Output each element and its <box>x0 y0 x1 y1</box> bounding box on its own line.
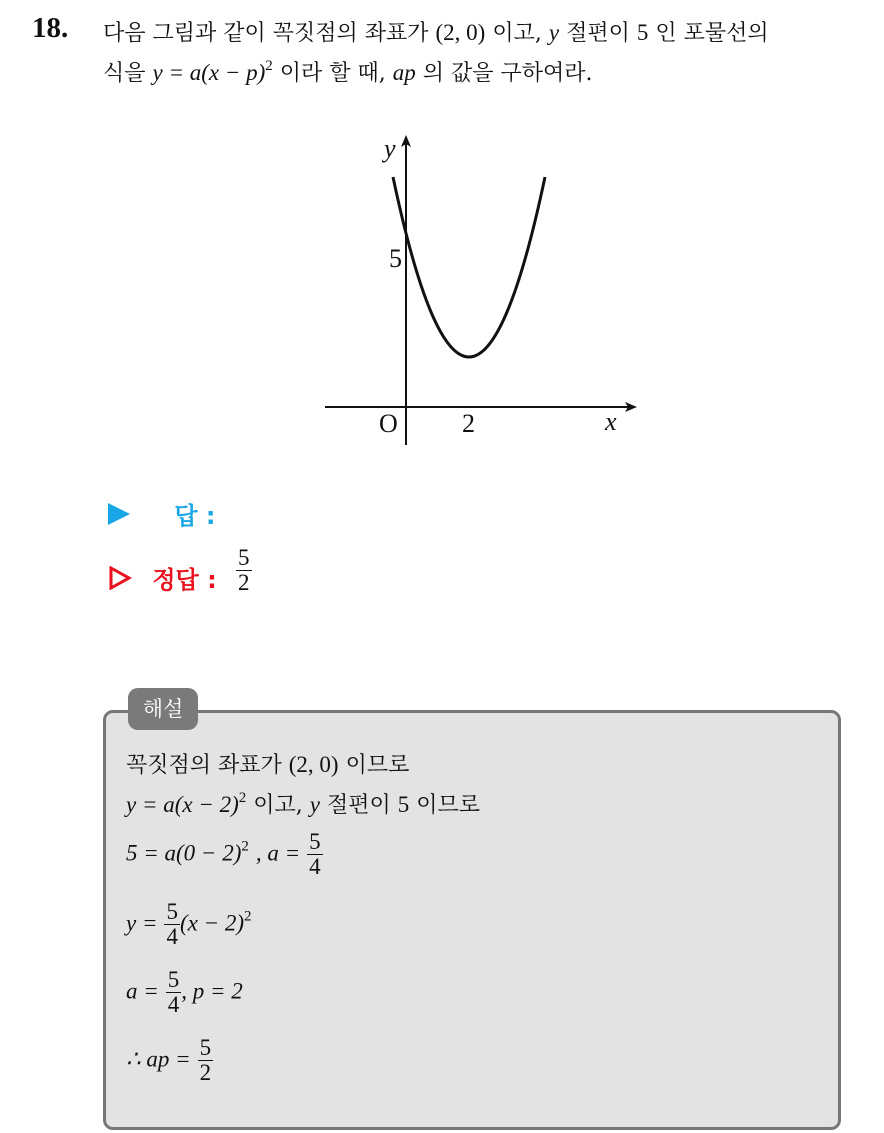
fraction-denominator: 2 <box>238 570 250 596</box>
x-axis-label: x <box>605 407 617 436</box>
fraction-numerator: 5 <box>166 899 178 924</box>
vertex-label: 2 <box>462 409 475 438</box>
question-text: 의 값을 구하여라. <box>422 61 593 86</box>
formula: , p = 2 <box>181 978 243 1004</box>
exponent: 2 <box>241 838 249 855</box>
fraction <box>198 1036 214 1085</box>
solution-text: 이므로 <box>416 793 481 818</box>
question-line-2 <box>103 56 593 87</box>
correct-answer-value <box>236 546 252 595</box>
fraction-numerator: 5 <box>238 545 250 570</box>
vertex-point: (2, 0) <box>435 20 486 45</box>
formula: y = a(x − p) <box>152 60 266 85</box>
solution-text: 이므로 <box>345 753 410 778</box>
fraction-numerator: 5 <box>167 967 180 992</box>
question-line-1 <box>103 16 769 47</box>
exponent: 2 <box>238 790 247 806</box>
question-text: 이고, <box>492 21 542 46</box>
solution-line-3 <box>126 830 323 879</box>
solution-line-4 <box>126 900 252 949</box>
solution-text: 절편이 <box>327 793 391 818</box>
formula: ∴ ap = <box>126 1046 191 1072</box>
formula: 5 = a(0 − 2) <box>126 840 242 866</box>
math-var: y <box>309 792 320 817</box>
question-text: 절편이 <box>566 21 630 46</box>
fraction-denominator: 4 <box>167 992 180 1018</box>
fraction-numerator: 5 <box>199 1035 212 1060</box>
math-var: ap <box>392 60 416 85</box>
fraction-numerator: 5 <box>309 829 321 854</box>
formula: y = <box>126 910 158 936</box>
play-arrow-icon <box>108 503 130 525</box>
correct-answer-row <box>108 560 217 595</box>
fraction-denominator: 2 <box>199 1060 212 1086</box>
solution-line-6 <box>126 1036 213 1085</box>
formula: a = <box>126 978 159 1004</box>
exponent: 2 <box>244 908 252 925</box>
exponent: 2 <box>265 58 273 74</box>
formula: (x − 2) <box>179 910 245 936</box>
solution-tab: 해설 <box>128 688 198 730</box>
solution-line-2 <box>126 788 480 819</box>
fraction <box>164 900 180 949</box>
fraction <box>166 968 182 1017</box>
math-value: 5 <box>636 20 649 45</box>
solution-line-5 <box>126 968 243 1017</box>
parabola-curve <box>393 177 545 357</box>
answer-label: 답 : <box>174 502 216 530</box>
outline-arrow-icon <box>108 566 132 590</box>
question-text: 이라 할 때, <box>279 61 386 86</box>
correct-answer-label: 정답 : <box>152 566 217 594</box>
question-text: 식을 <box>103 61 146 86</box>
formula: y = a(x − 2) <box>126 792 239 817</box>
formula: , a = <box>255 840 301 866</box>
y-intercept-label: 5 <box>389 244 402 273</box>
question-text: 인 포물선의 <box>655 21 769 46</box>
math-var: y <box>548 20 560 45</box>
fraction <box>307 830 323 879</box>
question-text: 다음 그림과 같이 꼭짓점의 좌표가 <box>103 21 429 46</box>
vertex-point: (2, 0) <box>288 752 339 777</box>
fraction-denominator: 4 <box>166 924 178 950</box>
y-axis-label: y <box>384 134 396 163</box>
fraction-denominator: 4 <box>309 854 321 880</box>
parabola-graph <box>300 125 650 455</box>
solution-text: 이고, <box>253 793 303 818</box>
answer-blank-row <box>108 496 216 531</box>
origin-label: O <box>379 409 398 438</box>
solution-line-1 <box>126 748 409 779</box>
math-value: 5 <box>397 792 410 817</box>
solution-text: 꼭짓점의 좌표가 <box>126 753 282 778</box>
question-number: 18. <box>32 12 69 44</box>
